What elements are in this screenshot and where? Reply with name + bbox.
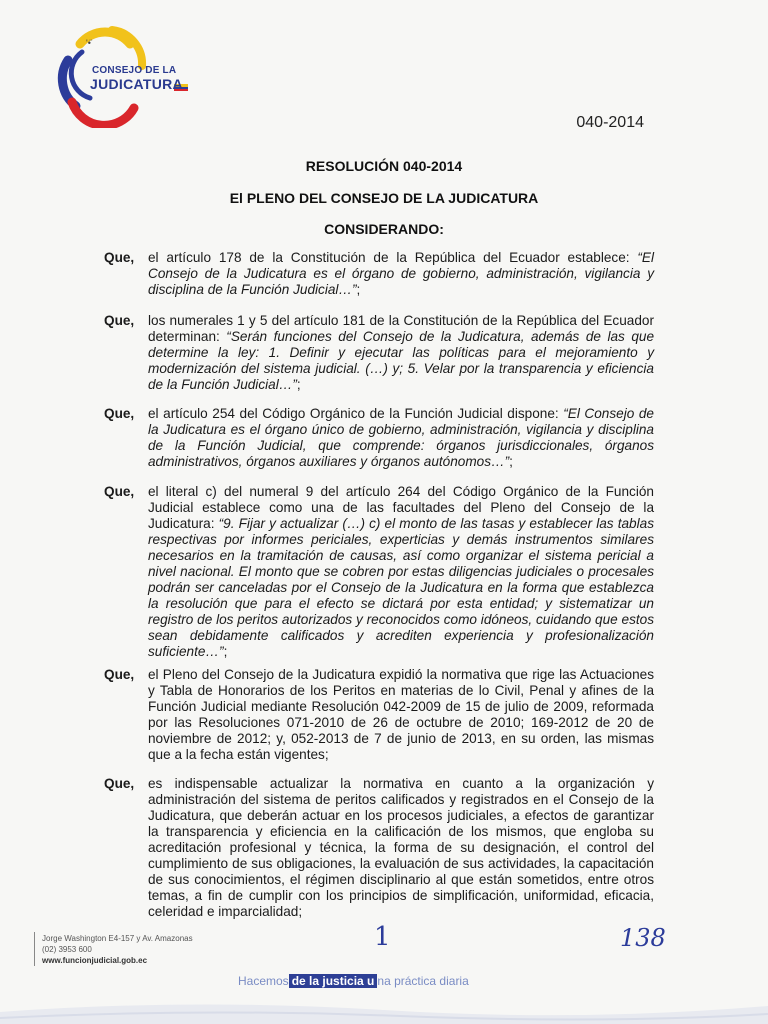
clause-text: el literal c) del numeral 9 del artículo 264 del Código Orgánico de la Función Judicial establece como una de las facultades del Pleno del Consejo de la Judicatura: “9. Fijar y actualizar (…) c) el monto de las tasas y establecer las tablas respectivas por informes periciales, experticias y demás instrumentos similares necesarios en la tramitación de causas, así como organizar el sistema pericial a nivel nacional. El monto que se cobren por estas diligencias judiciales o procesales podrán ser canceladas por el Consejo de la Judicatura en la forma que establezca la resolución que para el efecto se dictará por esta entidad; y sistematizar un registro de los peritos autorizados y reconocidos como idóneos, cuidando que estos sean debidamente calificados y acrediten experiencia y profesionalización suficiente…”; xyxy=(148,484,654,659)
clause-text: los numerales 1 y 5 del artículo 181 de la Constitución de la República del Ecuador determinan: “Serán funciones del Consejo de la Judicatura, además de las que determine la ley: 1. Definir y ejecutar las políticas para el mejoramiento y modernización del sistema judicial. (…) y; 5. Velar por la transparencia y eficiencia de la Función Judicial…”; xyxy=(148,313,655,392)
footer-phone: (02) 3953 600 xyxy=(42,945,92,954)
clause xyxy=(104,484,654,660)
clause-text: el artículo 178 de la Constitución de la República del Ecuador establece: “El Consejo de la Judicatura es el órgano de gobierno, administración, vigilancia y disciplina de la Función Judicial…”; xyxy=(148,250,654,297)
clause-quote: “El Consejo de la Judicatura es el órgano de gobierno, administración, vigilancia y disciplina de la Función Judicial…” xyxy=(148,250,654,297)
footer-address: Jorge Washington E4-157 y Av. Amazonas xyxy=(42,934,193,943)
footer-slogan: Hacemos de la justicia u na práctica diaria xyxy=(238,974,469,988)
footer-website: www.funcionjudicial.gob.ec xyxy=(42,956,148,965)
clause xyxy=(104,667,654,763)
clause xyxy=(104,776,654,920)
clause-label: Que, xyxy=(104,313,135,328)
clause-quote: “9. Fijar y actualizar (…) c) el monto de las tasas y establecer las tablas respectivas por informes periciales, experticias y demás instrumentos similares necesarios en la tramitación de causas, así como organizar el sistema pericial a nivel nacional. El monto que se cobren por estas diligencias judiciales o procesales podrán ser canceladas por el Consejo de la Judicatura en la forma que establezca la resolución que para el efecto se dictará por esta entidad; y sistematizar un registro de los peritos autorizados y reconocidos como idóneos, cuidando que estos sean debidamente calificados y acrediten experiencia y profesionalización suficiente…” xyxy=(148,516,654,659)
considering-heading: CONSIDERANDO: xyxy=(324,221,444,237)
clause-label: Que, xyxy=(104,776,135,791)
slogan-highlight: de la justicia u xyxy=(289,974,378,988)
logo-line-1: CONSEJO DE LA xyxy=(92,65,177,76)
page-number: 1 xyxy=(374,922,391,952)
clause-label: Que, xyxy=(104,484,135,499)
resolution-title: RESOLUCIÓN 040-2014 xyxy=(305,158,463,174)
scan-mark: '•̈ xyxy=(86,38,91,48)
clause-label: Que, xyxy=(104,406,135,421)
clause xyxy=(104,406,654,470)
consejo-judicatura-logo xyxy=(50,22,200,128)
clause-label: Que, xyxy=(104,667,135,682)
clause-label: Que, xyxy=(104,250,135,265)
document-number: 040-2014 xyxy=(576,114,644,131)
handwritten-folio-number: 138 xyxy=(620,924,666,952)
clause-quote: “Serán funciones del Consejo de la Judicatura, además de las que determine la ley: 1. Definir y ejecutar las políticas para el mejoramiento y modernización del sistema judicial. (…) y; 5. Velar por la transparencia y eficiencia de la Función Judicial…” xyxy=(148,329,655,392)
clause-quote: “El Consejo de la Judicatura es el órgano único de gobierno, administración, vigilancia y disciplina de la Función Judicial, que comprende: órganos jurisdiccionales, órganos administrativos, órganos auxiliares y órganos autónomos…” xyxy=(148,406,654,469)
clause-text: el artículo 254 del Código Orgánico de la Función Judicial dispone: “El Consejo de la Judicatura es el órgano único de gobierno, administración, vigilancia y disciplina de la Función Judicial, que comprende: órganos jurisdiccionales, órganos administrativos, órganos auxiliares y órganos autónomos…”; xyxy=(148,406,654,469)
footer-divider xyxy=(34,932,35,966)
clause-text: es indispensable actualizar la normativa en cuanto a la organización y administración del sistema de peritos calificados y registrados en el Consejo de la Judicatura, que deberán actuar en los procesos judiciales, a efectos de garantizar la transparencia y eficiencia en la calificación de los mismos, que engloba su acreditación profesional y técnica, la forma de su designación, el control del cumplimiento de sus obligaciones, la evaluación de sus actividades, la capacitación de sus conocimientos, el régimen disciplinario al que están sometidos, entre otros temas, a fin de cumplir con los principios de simplificación, uniformidad, eficacia, celeridad e imparcialidad; xyxy=(148,776,654,919)
clause-text: el Pleno del Consejo de la Judicatura expidió la normativa que rige las Actuaciones y Tabla de Honorarios de los Peritos en materias de lo Civil, Penal y afines de la Función Judicial mediante Resolución 042-2009 de 15 de julio de 2009, reformada por las Resoluciones 071-2010 de 26 de octubre de 2010; 169-2012 de 20 de noviembre de 2012; y, 052-2013 de 7 de junio de 2013, en su orden, las mismas que a la fecha están vigentes; xyxy=(148,667,654,762)
issuing-body-title: El PLENO DEL CONSEJO DE LA JUDICATURA xyxy=(229,190,539,206)
footer-wave-decoration xyxy=(0,994,768,1024)
clause xyxy=(104,313,654,393)
clause xyxy=(104,250,654,298)
logo-line-2: JUDICATURA xyxy=(90,76,183,92)
footer-contact xyxy=(42,933,193,966)
